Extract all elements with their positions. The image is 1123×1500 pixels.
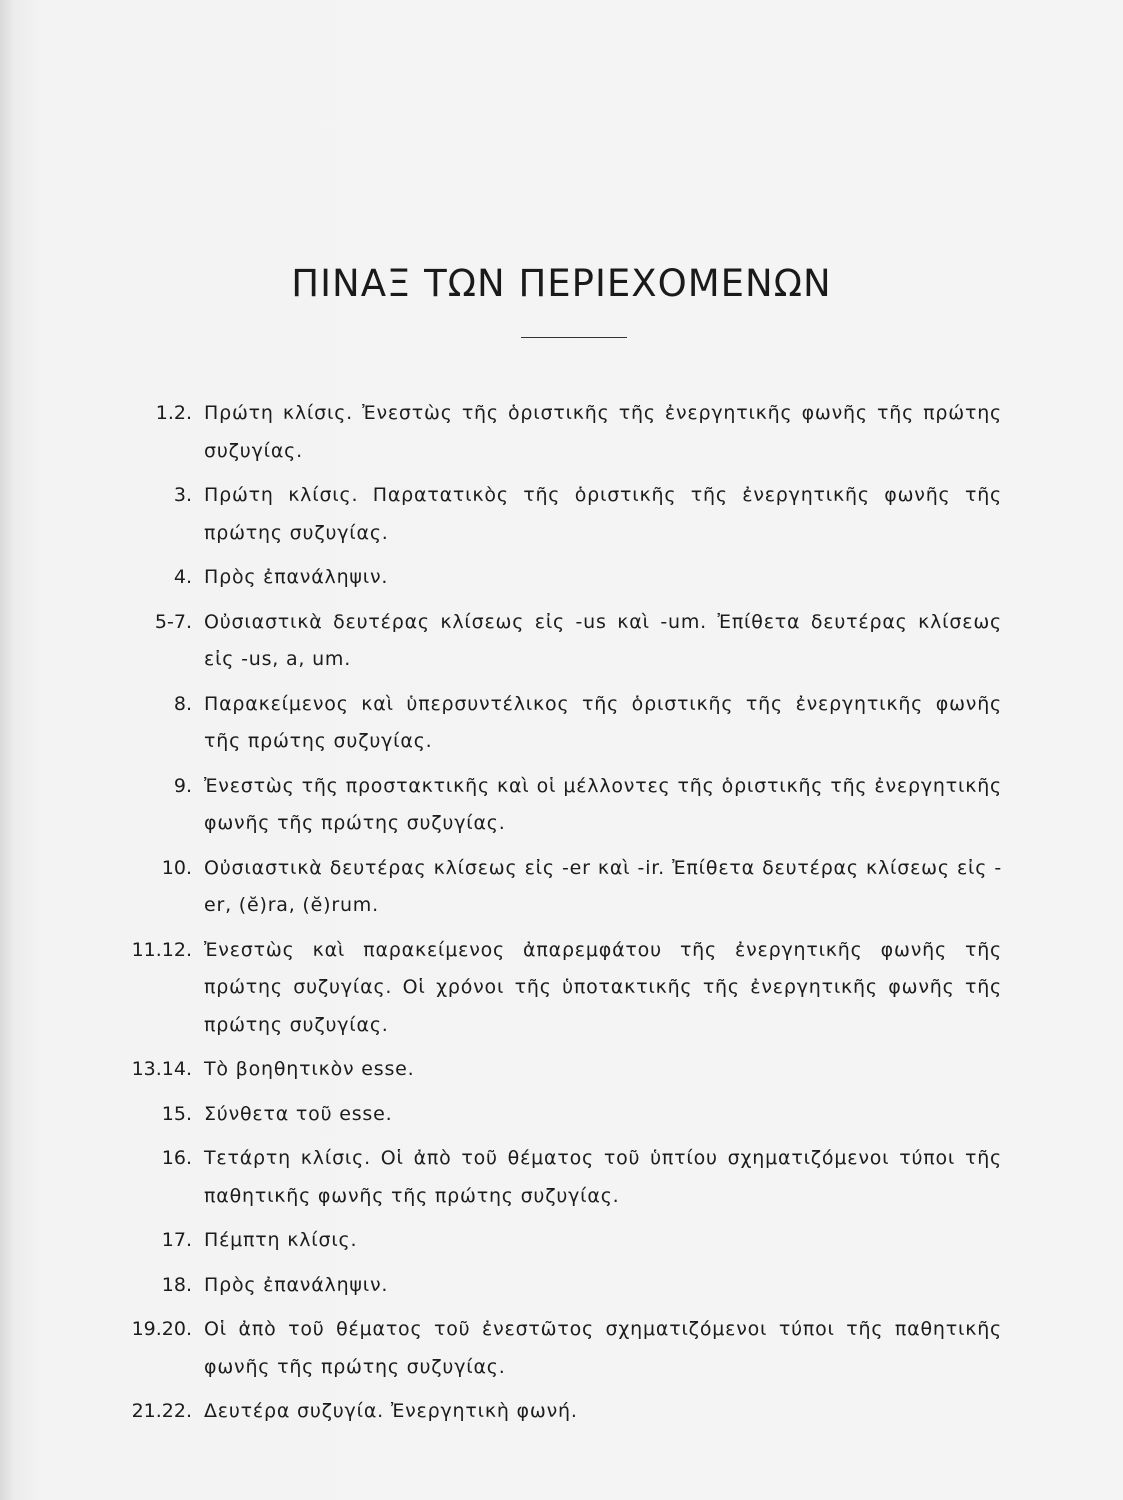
toc-entry [120,559,1010,597]
toc-entry-text: Ἐνεστὼς καὶ παρακείμενος ἀπαρεμφάτου τῆς ἐνεργητικῆς φωνῆς τῆς πρώτης συζυγίας. Οἱ χρόνοι τῆς ὑποτακτικῆς τῆς ἐνεργητικῆς φωνῆς τῆς πρώτης συζυγίας. [204,938,1002,1036]
toc-entry-number: 4. [173,566,192,588]
toc-entry-number: 16. [161,1147,192,1169]
toc-entry [120,395,1010,470]
toc-entry [120,604,1010,679]
toc-entry-text: Πρώτη κλίσις. Ἐνεστὼς τῆς ὁριστικῆς τῆς ἐνεργητικῆς φωνῆς τῆς πρώτης συζυγίας. [204,402,1002,462]
toc-entry-text: Πέμπτη κλίσις. [204,1229,358,1251]
toc-entry-text: Πρώτη κλίσις. Παρατατικὸς τῆς ὁριστικῆς τῆς ἐνεργητικῆς φωνῆς τῆς πρώτης συζυγίας. [204,484,1002,544]
toc-entry-text: Τετάρτη κλίσις. Οἱ ἀπὸ τοῦ θέματος τοῦ ὑπτίου σχηματιζόμενοι τύποι τῆς παθητικῆς φωνῆς τῆς πρώτης συζυγίας. [204,1147,1002,1207]
toc-entry [120,1267,1010,1305]
toc-entry-text: Δευτέρα συζυγία. Ἐνεργητικὴ φωνή. [204,1400,578,1422]
toc-entry [120,932,1010,1045]
toc-entry [120,1096,1010,1134]
toc-entry-number: 8. [173,692,192,715]
toc-entry-number: 21.22. [131,1400,192,1422]
toc-entry [120,1393,1010,1431]
toc-entry [120,1222,1010,1260]
title-underline [521,337,627,338]
toc-entry [120,1051,1010,1089]
toc-entry-number: 3. [173,484,192,506]
toc-entry-text: Οὐσιαστικὰ δευτέρας κλίσεως εἰς -er καὶ -ir. Ἐπίθετα δευτέρας κλίσεως εἰς -er, (ĕ)ra, (ĕ)rum. [204,856,1002,916]
toc-entry [120,477,1010,552]
toc-entry-number: 10. [161,856,192,879]
toc-entry-number: 17. [161,1229,192,1251]
toc-entry-number: 15. [161,1102,192,1125]
toc-entry-text: Οἱ ἀπὸ τοῦ θέματος τοῦ ἐνεστῶτος σχηματιζόμενοι τύποι τῆς παθητικῆς φωνῆς τῆς πρώτης συζυγίας. [204,1318,1002,1378]
toc-entry-number: 19.20. [131,1318,192,1340]
toc-entry-number: 5-7. [154,610,192,633]
page-title: ΠΙΝΑΞ ΤΩΝ ΠΕΡΙΕΧΟΜΕΝΩΝ [291,262,832,305]
table-of-contents [120,395,1010,1438]
toc-entry-text: Σύνθετα τοῦ esse. [204,1102,393,1125]
toc-entry-text: Τὸ βοηθητικὸν esse. [204,1058,415,1080]
toc-entry-number: 9. [173,774,192,797]
toc-entry-text: Πρὸς ἐπανάληψιν. [204,1273,389,1296]
toc-entry [120,768,1010,843]
toc-entry-number: 18. [161,1273,192,1296]
toc-entry-text: Ἐνεστὼς τῆς προστακτικῆς καὶ οἱ μέλλοντες τῆς ὁριστικῆς τῆς ἐνεργητικῆς φωνῆς τῆς πρώτης συζυγίας. [204,774,1002,834]
toc-entry-text: Οὐσιαστικὰ δευτέρας κλίσεως εἰς -us καὶ -um. Ἐπίθετα δευτέρας κλίσεως εἰς -us, a, um. [204,610,1002,670]
toc-entry [120,1140,1010,1215]
toc-entry-text: Πρὸς ἐπανάληψιν. [204,566,389,588]
toc-entry-number: 13.14. [131,1058,192,1080]
toc-entry [120,850,1010,925]
toc-entry-number: 1.2. [155,402,192,424]
toc-entry-number: 11.12. [131,938,192,961]
toc-entry [120,1311,1010,1386]
toc-entry-text: Παρακείμενος καὶ ὑπερσυντέλικος τῆς ὁριστικῆς τῆς ἐνεργητικῆς φωνῆς τῆς πρώτης συζυγίας. [204,692,1002,752]
toc-entry [120,686,1010,761]
